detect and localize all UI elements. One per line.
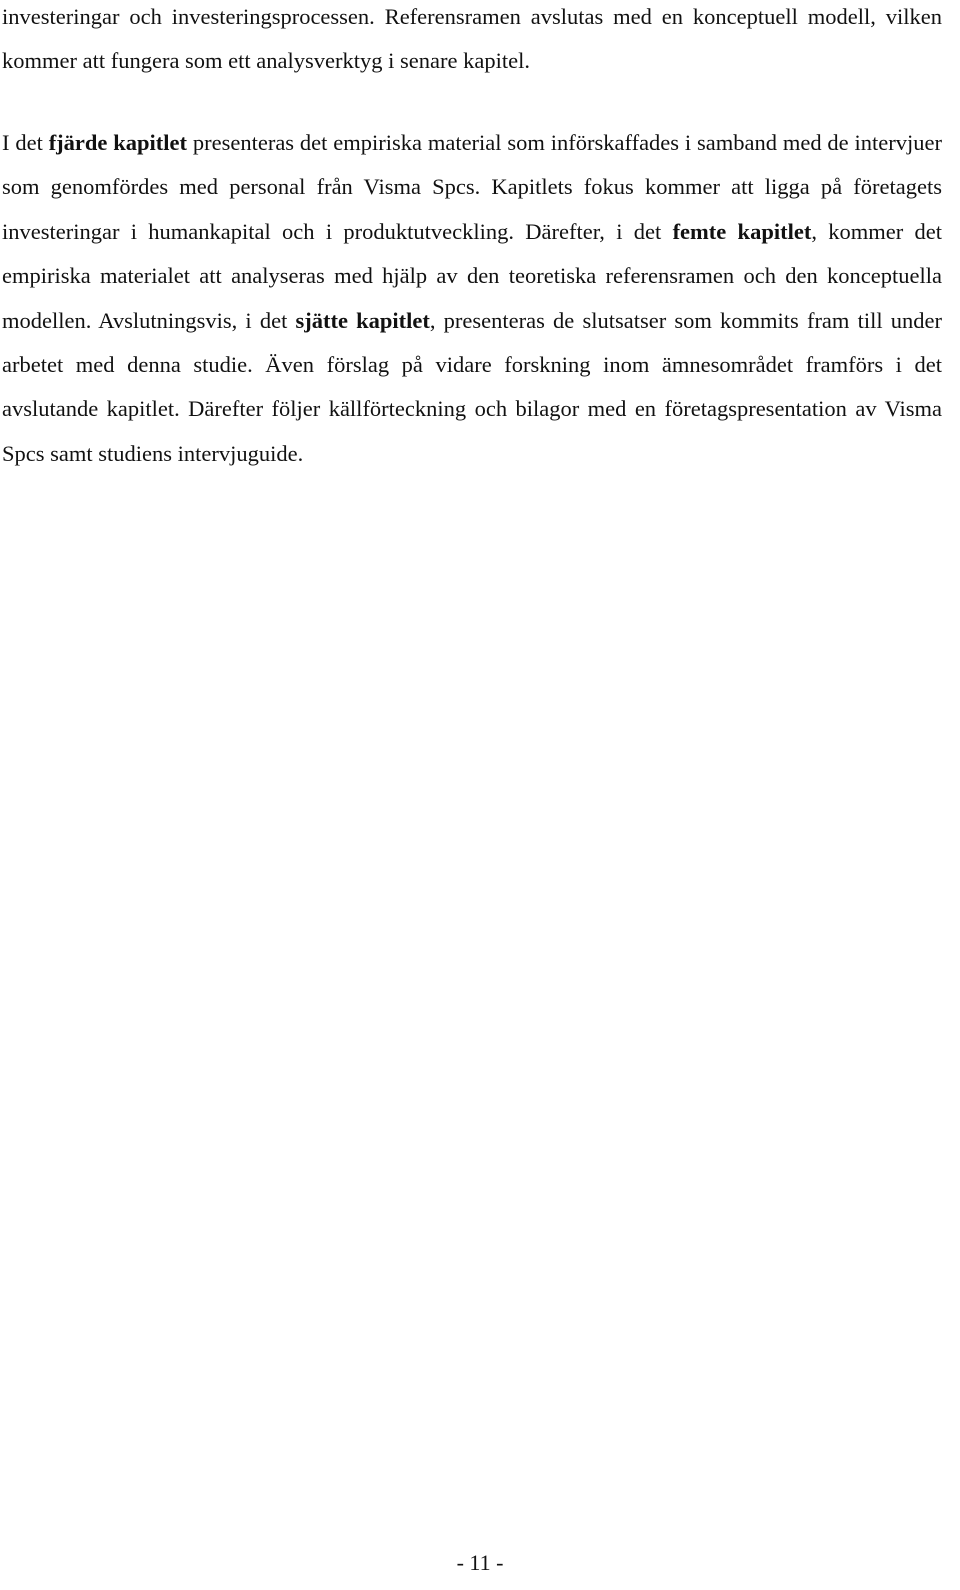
paragraph-text-segment: , kommer det empiriska materialet att analyseras med hjälp av den teoretiska referensramen och den konceptuella modellen. Avslutningsvis, i det bbox=[2, 218, 942, 333]
paragraph-text-segment: , presenteras de slutsatser som kommits fram till under arbetet med denna studie. Även förslag på vidare forskning inom ämnesområdet framförs i det avslutande kapitlet. Därefter följer källförteckning och bilagor med en företagspresentation av Visma Spcs samt studiens intervjuguide. bbox=[2, 307, 942, 466]
bold-chapter-six: sjätte kapitlet bbox=[295, 307, 430, 333]
bold-chapter-five: femte kapitlet bbox=[672, 218, 812, 244]
paragraph-text-segment: presenteras det empiriska material som införskaffades i samband med de intervjuer som genomfördes med personal från Visma Spcs. Kapitlets fokus kommer att ligga på företagets investeringar i humankapital och i produktutveckling. Därefter, i det bbox=[2, 130, 942, 244]
paragraph-chapter-overview bbox=[2, 121, 942, 476]
paragraph-continuation: investeringar och investeringsprocessen. Referensramen avslutas med en konceptuell modell, vilken kommer att fungera som ett analysverktyg i senare kapitel. bbox=[2, 4, 942, 74]
paragraph-text-segment: I det bbox=[2, 130, 49, 155]
page-number: - 11 - bbox=[456, 1550, 504, 1575]
bold-chapter-four: fjärde kapitlet bbox=[48, 130, 188, 155]
